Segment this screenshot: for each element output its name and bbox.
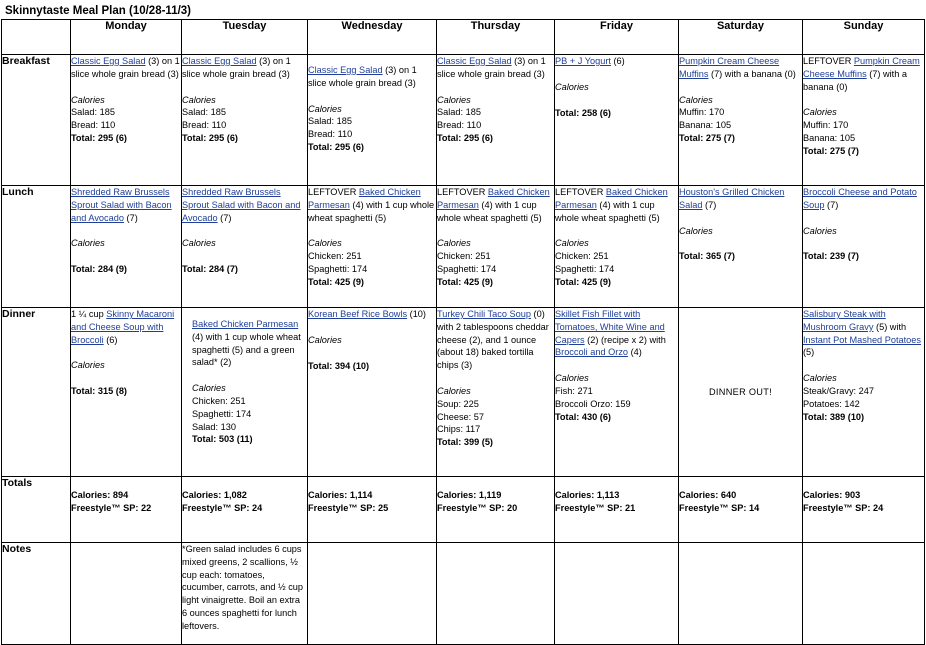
row-label-notes: Notes xyxy=(2,543,71,645)
recipe-link[interactable]: Classic Egg Salad xyxy=(308,65,383,75)
header-row xyxy=(2,20,925,55)
recipe-link[interactable]: Classic Egg Salad xyxy=(71,56,146,66)
day-header-sunday: Sunday xyxy=(803,20,925,55)
calorie-line: Spaghetti: 174 xyxy=(555,263,615,274)
recipe-link[interactable]: Baked Chicken Parmesan xyxy=(437,187,550,210)
meal-total: Total: 503 (11) xyxy=(192,434,253,445)
meal-detail: (0) with 2 tablespoons cheddar cheese (2), and 1 ounce (about 18) baked tortilla chips (3) xyxy=(437,309,549,371)
corner-cell xyxy=(2,20,71,55)
lunch-tuesday xyxy=(182,186,308,308)
recipe-link[interactable]: Salisbury Steak with Mushroom Gravy xyxy=(803,309,886,332)
totals-monday xyxy=(71,477,182,543)
lunch-sunday xyxy=(803,186,925,308)
dinner-row xyxy=(2,308,925,477)
daily-calories: Calories: 1,082 xyxy=(182,490,247,500)
calorie-line: Chips: 117 xyxy=(437,424,481,435)
recipe-link[interactable]: Pumpkin Cream Cheese Muffins xyxy=(803,56,920,79)
calorie-line: Steak/Gravy: 247 xyxy=(803,385,874,396)
meal-detail: (7) xyxy=(702,199,717,210)
calorie-line: Fish: 271 xyxy=(555,385,593,396)
meal-total: Total: 295 (6) xyxy=(182,132,238,143)
recipe-link[interactable]: Skinny Macaroni and Cheese Soup with Broccoli xyxy=(71,309,175,345)
breakfast-row xyxy=(2,55,925,186)
totals-sunday xyxy=(803,477,925,543)
totals-row xyxy=(2,477,925,543)
dinner-monday xyxy=(71,308,182,477)
calories-label: Calories xyxy=(71,94,105,105)
meal-total: Total: 425 (9) xyxy=(555,276,611,287)
daily-calories: Calories: 894 xyxy=(71,490,129,500)
recipe-link[interactable]: Pumpkin Cream Cheese Muffins xyxy=(679,56,780,79)
breakfast-wednesday xyxy=(308,55,437,186)
leftover-prefix: LEFTOVER xyxy=(555,187,606,197)
leftover-prefix: LEFTOVER xyxy=(308,187,359,197)
daily-calories: Calories: 640 xyxy=(679,490,737,500)
day-header-thursday: Thursday xyxy=(437,20,555,55)
lunch-saturday xyxy=(679,186,803,308)
meal-total: Total: 275 (7) xyxy=(679,132,735,143)
calorie-line: Muffin: 170 xyxy=(803,120,849,131)
calorie-line: Spaghetti: 174 xyxy=(437,263,497,274)
calories-label: Calories xyxy=(803,373,837,384)
calories-label: Calories xyxy=(437,94,471,105)
day-header-wednesday: Wednesday xyxy=(308,20,437,55)
calorie-line: Banana: 105 xyxy=(679,120,732,131)
recipe-link[interactable]: Classic Egg Salad xyxy=(437,56,512,66)
lunch-thursday xyxy=(437,186,555,308)
lunch-monday xyxy=(71,186,182,308)
notes-tuesday xyxy=(182,543,308,645)
meal-total: Total: 430 (6) xyxy=(555,411,611,422)
meal-detail: (4) with 1 cup whole wheat spaghetti (5) xyxy=(437,199,542,223)
meal-detail: (5) xyxy=(803,347,815,358)
lunch-wednesday xyxy=(308,186,437,308)
recipe-link[interactable]: Shredded Raw Brussels Sprout Salad with Bacon and Avocado xyxy=(182,187,301,223)
totals-thursday xyxy=(437,477,555,543)
row-label-breakfast: Breakfast xyxy=(2,55,71,186)
calories-label: Calories xyxy=(308,334,342,345)
meal-detail: (3) on 1 slice whole grain bread (3) xyxy=(437,56,546,79)
recipe-link[interactable]: Houston's Grilled Chicken Salad xyxy=(679,187,785,210)
calorie-line: Salad: 185 xyxy=(71,107,115,118)
calories-label: Calories xyxy=(679,94,713,105)
calories-label: Calories xyxy=(71,360,105,371)
daily-sp: Freestyle™ SP: 14 xyxy=(679,502,760,513)
recipe-link[interactable]: Classic Egg Salad xyxy=(182,56,257,66)
calorie-line: Cheese: 57 xyxy=(437,411,484,422)
meal-detail: (2) (recipe x 2) with xyxy=(584,334,666,345)
portion-prefix: 1 ¼ cup xyxy=(71,309,107,319)
dinner-thursday xyxy=(437,308,555,477)
leftover-prefix: LEFTOVER xyxy=(437,187,488,197)
meal-detail: (7) xyxy=(217,212,232,223)
calories-label: Calories xyxy=(555,238,589,249)
meal-detail: (4) xyxy=(628,347,642,358)
daily-sp: Freestyle™ SP: 21 xyxy=(555,502,636,513)
calorie-line: Chicken: 251 xyxy=(308,251,362,262)
page-title: Skinnytaste Meal Plan (10/28-11/3) xyxy=(5,5,192,17)
lunch-row xyxy=(2,186,925,308)
row-label-totals: Totals xyxy=(2,477,71,543)
daily-sp: Freestyle™ SP: 24 xyxy=(803,502,884,513)
recipe-link[interactable]: Baked Chicken Parmesan xyxy=(555,187,668,210)
meal-total: Total: 284 (9) xyxy=(71,264,127,275)
calorie-line: Potatoes: 142 xyxy=(803,398,860,409)
calorie-line: Salad: 130 xyxy=(192,421,236,432)
calorie-line: Salad: 185 xyxy=(182,107,226,118)
meal-detail: (4) with 1 cup whole wheat spaghetti (5) xyxy=(308,199,435,223)
calories-label: Calories xyxy=(192,383,226,394)
lunch-friday xyxy=(555,186,679,308)
calorie-line: Bread: 110 xyxy=(71,120,116,131)
meal-detail: (7) xyxy=(824,199,839,210)
notes-row xyxy=(2,543,925,645)
dinner-tuesday xyxy=(182,308,308,477)
meal-total: Total: 258 (6) xyxy=(555,107,611,118)
calorie-line: Bread: 110 xyxy=(182,120,227,131)
meal-total: Total: 399 (5) xyxy=(437,437,493,448)
notes-monday xyxy=(71,543,182,645)
calories-label: Calories xyxy=(803,107,837,118)
day-header-saturday: Saturday xyxy=(679,20,803,55)
daily-calories: Calories: 903 xyxy=(803,490,861,500)
calories-label: Calories xyxy=(437,385,471,396)
calories-label: Calories xyxy=(437,238,471,249)
calorie-line: Salad: 185 xyxy=(308,116,352,127)
recipe-link[interactable]: Shredded Raw Brussels Sprout Salad with Bacon and Avocado xyxy=(71,187,172,223)
breakfast-saturday xyxy=(679,55,803,186)
meal-detail: (6) xyxy=(103,334,118,345)
notes-wednesday xyxy=(308,543,437,645)
meal-detail: (3) on 1 slice whole grain bread (3) xyxy=(182,56,291,79)
daily-calories: Calories: 1,119 xyxy=(437,490,502,500)
calorie-line: Broccoli Orzo: 159 xyxy=(555,398,631,409)
calorie-line: Spaghetti: 174 xyxy=(308,263,368,274)
calorie-line: Bread: 110 xyxy=(437,120,482,131)
meal-total: Total: 315 (8) xyxy=(71,386,127,397)
daily-sp: Freestyle™ SP: 24 xyxy=(182,502,263,513)
meal-total: Total: 239 (7) xyxy=(803,251,859,262)
meal-total: Total: 394 (10) xyxy=(308,360,370,371)
meal-detail: (6) xyxy=(610,56,625,66)
dinner-sunday xyxy=(803,308,925,477)
row-label-lunch: Lunch xyxy=(2,186,71,308)
recipe-link[interactable]: Turkey Chili Taco Soup xyxy=(437,309,531,319)
meal-total: Total: 425 (9) xyxy=(308,276,364,287)
daily-sp: Freestyle™ SP: 25 xyxy=(308,502,389,513)
day-header-monday: Monday xyxy=(71,20,182,55)
calories-label: Calories xyxy=(308,238,342,249)
calories-label: Calories xyxy=(308,103,342,114)
dinner-friday xyxy=(555,308,679,477)
daily-calories: Calories: 1,114 xyxy=(308,490,373,500)
breakfast-thursday xyxy=(437,55,555,186)
meal-detail: (3) on 1 slice whole grain bread (3) xyxy=(71,56,180,79)
totals-wednesday xyxy=(308,477,437,543)
recipe-link[interactable]: Baked Chicken Parmesan xyxy=(192,319,299,329)
calorie-line: Spaghetti: 174 xyxy=(192,408,252,419)
notes-friday xyxy=(555,543,679,645)
calorie-line: Chicken: 251 xyxy=(192,395,246,406)
meal-detail: (7) xyxy=(123,212,138,223)
notes-saturday xyxy=(679,543,803,645)
totals-friday xyxy=(555,477,679,543)
meal-total: Total: 365 (7) xyxy=(679,251,735,262)
recipe-link[interactable]: Broccoli Cheese and Potato Soup xyxy=(803,187,917,210)
calories-label: Calories xyxy=(182,238,216,249)
day-header-friday: Friday xyxy=(555,20,679,55)
calories-label: Calories xyxy=(182,94,216,105)
leftover-prefix: LEFTOVER xyxy=(803,56,854,66)
breakfast-tuesday xyxy=(182,55,308,186)
calorie-line: Chicken: 251 xyxy=(437,251,491,262)
notes-thursday xyxy=(437,543,555,645)
calorie-line: Muffin: 170 xyxy=(679,107,725,118)
breakfast-monday xyxy=(71,55,182,186)
calories-label: Calories xyxy=(555,373,589,384)
meal-total: Total: 295 (6) xyxy=(437,132,493,143)
meal-total: Total: 295 (6) xyxy=(71,132,127,143)
dinner-out-note: DINNER OUT! xyxy=(708,386,773,397)
meal-detail: (3) on 1 slice whole grain bread (3) xyxy=(308,65,417,88)
green-salad-note: *Green salad includes 6 cups mixed greens, 2 scallions, ½ cup each: tomatoes, cucumber, carrots, and ½ cup light vinaigrette. Boil an extra 6 ounces spaghetti for lunch leftovers. xyxy=(182,544,304,631)
daily-sp: Freestyle™ SP: 20 xyxy=(437,502,518,513)
meal-detail: (10) xyxy=(407,309,426,319)
breakfast-sunday xyxy=(803,55,925,186)
notes-sunday xyxy=(803,543,925,645)
calories-label: Calories xyxy=(555,81,589,92)
calorie-line: Banana: 105 xyxy=(803,132,856,143)
recipe-link-side[interactable]: Broccoli and Orzo xyxy=(555,347,629,358)
calorie-line: Salad: 185 xyxy=(437,107,481,118)
calories-label: Calories xyxy=(803,225,837,236)
meal-plan-table xyxy=(1,19,925,645)
daily-calories: Calories: 1,113 xyxy=(555,490,620,500)
meal-total: Total: 425 (9) xyxy=(437,276,493,287)
meal-total: Total: 295 (6) xyxy=(308,141,364,152)
calorie-line: Chicken: 251 xyxy=(555,251,609,262)
daily-sp: Freestyle™ SP: 22 xyxy=(71,502,152,513)
meal-detail: (7) with a banana (0) xyxy=(708,68,796,79)
calories-label: Calories xyxy=(679,225,713,236)
dinner-saturday xyxy=(679,308,803,477)
totals-tuesday xyxy=(182,477,308,543)
day-header-tuesday: Tuesday xyxy=(182,20,308,55)
recipe-link[interactable]: Skillet Fish Fillet with Tomatoes, White Wine and Capers xyxy=(555,309,665,345)
dinner-wednesday xyxy=(308,308,437,477)
breakfast-friday xyxy=(555,55,679,186)
recipe-link[interactable]: Korean Beef Rice Bowls xyxy=(308,309,408,319)
calories-label: Calories xyxy=(71,238,105,249)
meal-detail: (5) with xyxy=(873,321,907,332)
meal-total: Total: 284 (7) xyxy=(182,264,238,275)
recipe-link[interactable]: Baked Chicken Parmesan xyxy=(308,187,421,210)
meal-detail: (4) with 1 cup whole wheat spaghetti (5) xyxy=(555,199,660,223)
calorie-line: Bread: 110 xyxy=(308,129,353,140)
calorie-line: Soup: 225 xyxy=(437,398,479,409)
meal-total: Total: 275 (7) xyxy=(803,145,859,156)
recipe-link[interactable]: PB + J Yogurt xyxy=(555,56,611,66)
meal-detail: (7) with a banana (0) xyxy=(803,68,908,92)
recipe-link-side[interactable]: Instant Pot Mashed Potatoes xyxy=(803,334,921,345)
totals-saturday xyxy=(679,477,803,543)
row-label-dinner: Dinner xyxy=(2,308,71,477)
meal-total: Total: 389 (10) xyxy=(803,411,865,422)
meal-detail: (4) with 1 cup whole wheat spaghetti (5) and a green salad* (2) xyxy=(192,331,301,368)
